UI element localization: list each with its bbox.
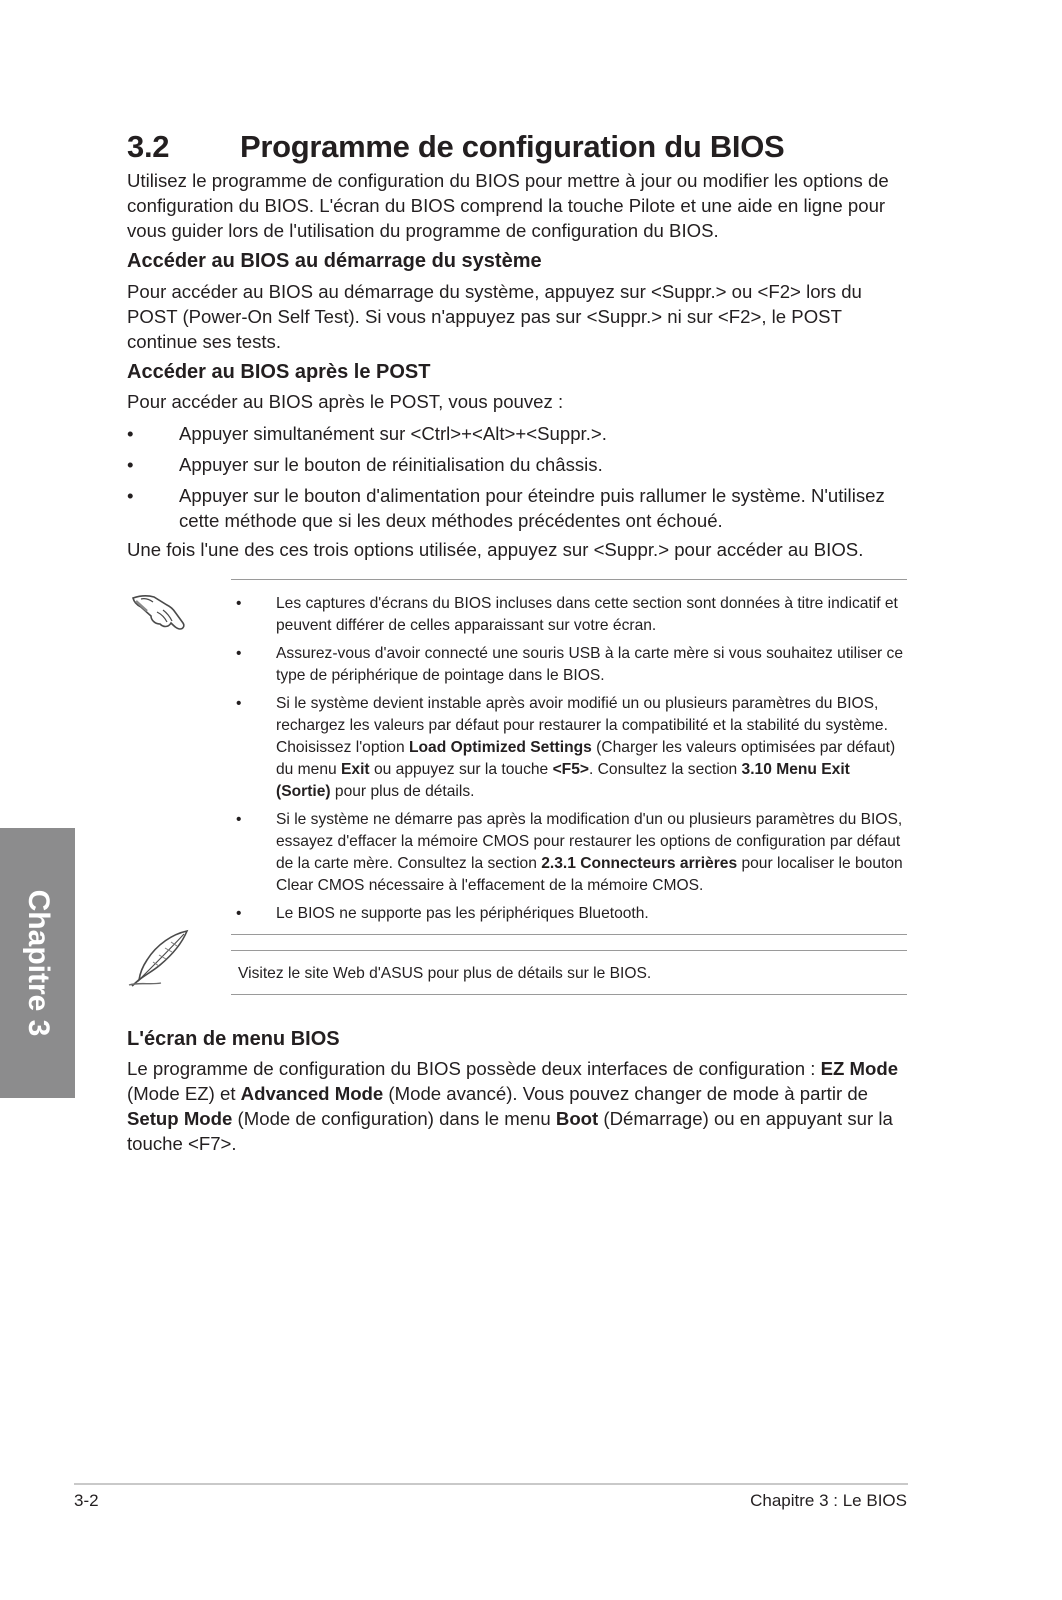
startup-text: Pour accéder au BIOS au démarrage du système, appuyez sur <Suppr.> ou <F2> lors du POST (Power-On Self Test). Si vous n'appuyez pas sur <Suppr.> ni sur <F2>, le POST continue ses tests. <box>127 281 862 352</box>
tip-text: Visitez le site Web d'ASUS pour plus de détails sur le BIOS. <box>238 965 652 982</box>
startup-heading: Accéder au BIOS au démarrage du système <box>127 250 542 272</box>
section-number: 3.2 <box>127 129 170 164</box>
after-post-outro: Une fois l'une des ces trois options utilisée, appuyez sur <Suppr.> pour accéder au BIOS. <box>127 539 864 560</box>
note-item <box>236 643 908 687</box>
menu-exit: Exit <box>341 761 370 778</box>
note-item <box>236 593 908 637</box>
note-top-rule <box>231 579 907 580</box>
bullet-icon: • <box>127 454 134 475</box>
note-text: Le BIOS ne supporte pas les périphériques Bluetooth. <box>276 905 649 922</box>
note-text: Assurez-vous d'avoir connecté une souris USB à la carte mère si vous souhaitez utiliser ce type de périphérique de pointage dans le BIOS. <box>276 645 904 684</box>
tip-bottom-rule <box>231 994 907 995</box>
note-bottom-rule <box>231 934 907 935</box>
key-f5: <F5> <box>552 761 589 778</box>
setup-mode-term: Setup Mode <box>127 1108 233 1129</box>
boot-menu-term: Boot <box>555 1108 599 1129</box>
note-item <box>236 903 908 925</box>
bullet-icon: • <box>236 595 242 612</box>
bullet-icon: • <box>236 811 242 828</box>
feather-pen-icon <box>127 928 191 990</box>
list-item-text: Appuyer simultanément sur <Ctrl>+<Alt>+<Suppr.>. <box>179 423 607 444</box>
chapter-side-tab <box>0 828 75 1098</box>
option-load-optimized: Load Optimized Settings <box>409 739 592 756</box>
list-item-text: Appuyer sur le bouton de réinitialisation du châssis. <box>179 454 603 475</box>
note-list <box>236 593 908 931</box>
chapter-tab-label: Chapitre 3 <box>21 889 55 1037</box>
pointing-hand-icon <box>127 586 189 636</box>
note-text: Si le système ne démarre pas après la modification d'un ou plusieurs paramètres du BIOS, essayez d'effacer la mémoire CMOS pour restaurer les options de configuration par défaut de la carte mère. Consultez la section 2.3.1 Connecteurs arrières pour localiser le bouton Clear CMOS nécessaire à l'effacement de la mémoire CMOS. <box>276 811 903 894</box>
note-item <box>236 809 908 897</box>
bullet-icon: • <box>127 485 134 506</box>
section-ref: 2.3.1 Connecteurs arrières <box>541 855 738 872</box>
advanced-mode-term: Advanced Mode <box>240 1083 384 1104</box>
bullet-icon: • <box>236 695 242 712</box>
section-ref: 3.10 Menu Exit (Sortie) <box>276 761 850 800</box>
footer-rule <box>74 1483 908 1485</box>
ez-mode-term: EZ Mode <box>820 1058 899 1079</box>
page-number: 3-2 <box>74 1491 99 1510</box>
after-post-intro: Pour accéder au BIOS après le POST, vous pouvez : <box>127 391 564 412</box>
menu-screen-text: Le programme de configuration du BIOS possède deux interfaces de configuration : EZ Mode (Mode EZ) et Advanced Mode (Mode avancé). Vous pouvez changer de mode à partir de Setup Mode (Mode de configuration) dans le menu Boot (Démarrage) ou en appuyant sur la touche <F7>. <box>127 1058 899 1154</box>
section-title-text: Programme de configuration du BIOS <box>240 129 785 164</box>
list-item-text: Appuyer sur le bouton d'alimentation pour éteindre puis rallumer le système. N'utilisez cette méthode que si les deux méthodes précédentes ont échoué. <box>179 485 885 531</box>
note-text: Les captures d'écrans du BIOS incluses dans cette section sont données à titre indicatif et peuvent différer de celles apparaissant sur votre écran. <box>276 595 898 634</box>
note-text: Si le système devient instable après avoir modifié un ou plusieurs paramètres du BIOS, rechargez les valeurs par défaut pour restaurer la compatibilité et la stabilité du système. Choisissez l'option Load Optimized Settings (Charger les valeurs optimisées par défaut) du menu Exit ou appuyez sur la touche <F5>. Consultez la section 3.10 Menu Exit (Sortie) pour plus de détails. <box>276 695 896 800</box>
bullet-icon: • <box>236 905 242 922</box>
note-item <box>236 693 908 803</box>
after-post-heading: Accéder au BIOS après le POST <box>127 361 431 383</box>
section-intro: Utilisez le programme de configuration du BIOS pour mettre à jour ou modifier les options de configuration du BIOS. L'écran du BIOS comprend la touche Pilote et une aide en ligne pour vous guider lors de l'utilisation du programme de configuration du BIOS. <box>127 170 889 241</box>
section-title <box>127 128 784 166</box>
footer-chapter: Chapitre 3 : Le BIOS <box>750 1491 907 1510</box>
bullet-icon: • <box>127 423 134 444</box>
menu-screen-heading: L'écran de menu BIOS <box>127 1028 340 1050</box>
tip-top-rule <box>231 950 907 951</box>
bullet-icon: • <box>236 645 242 662</box>
